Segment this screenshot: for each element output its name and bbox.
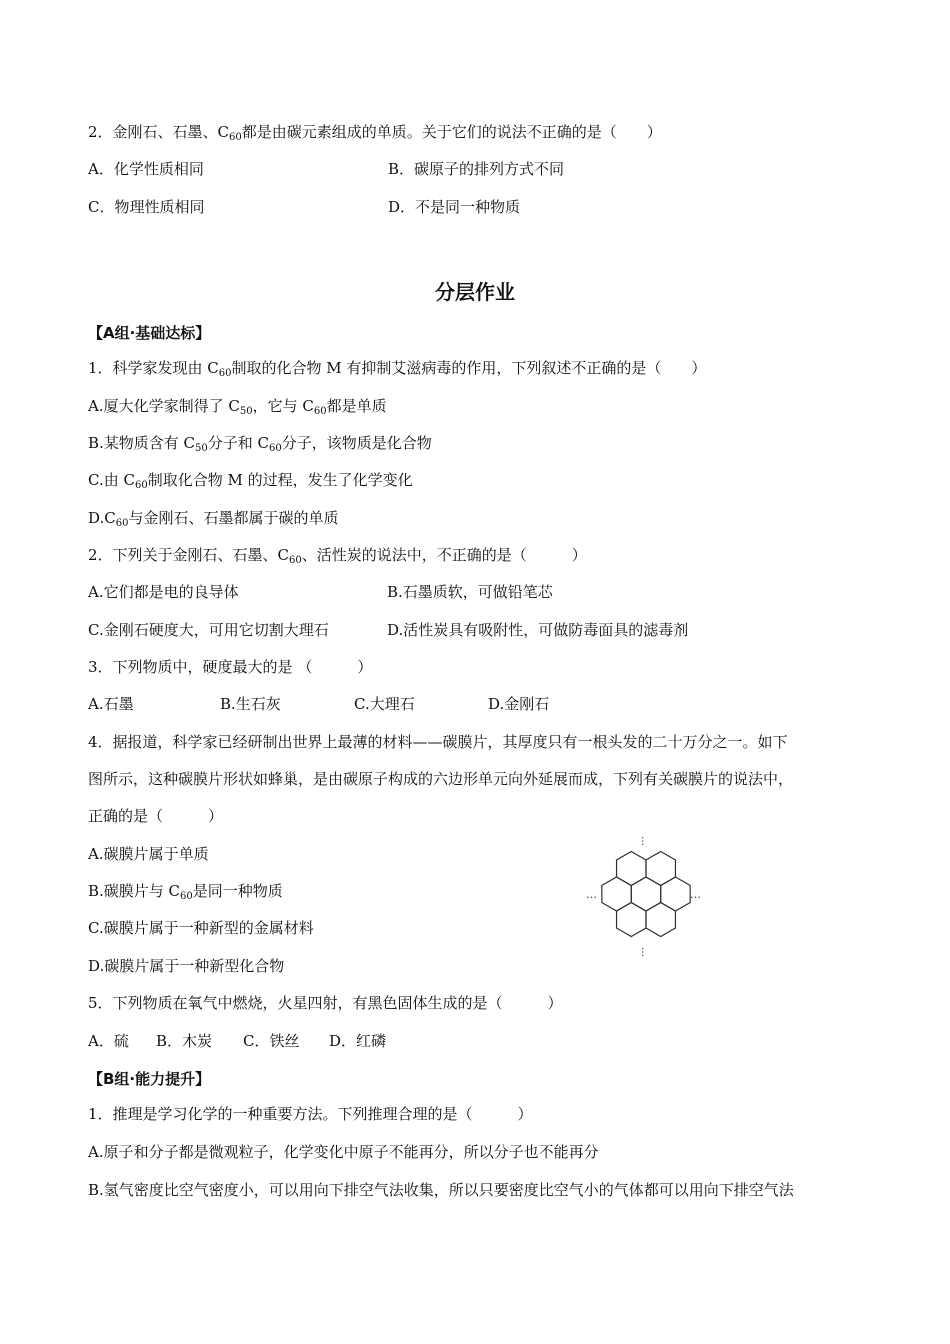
a-q5-option-d: D．红磷 <box>329 1032 387 1050</box>
a-q2-option-a: A.它们都是电的良导体 <box>88 583 239 601</box>
option-text: B.碳膜片与 C <box>88 882 181 900</box>
intro-option-a: A．化学性质相同 <box>88 160 204 178</box>
b-q1-option-a: A.原子和分子都是微观粒子，化学变化中原子不能再分，所以分子也不能再分 <box>88 1143 599 1161</box>
option-text: 制取化合物 M 的过程，发生了化学变化 <box>147 471 413 489</box>
a-q5-option-a: A．硫 <box>88 1032 129 1050</box>
ellipsis-left: … <box>586 888 597 901</box>
a-q5-option-c: C．铁丝 <box>243 1032 300 1050</box>
intro-option-d: D．不是同一种物质 <box>388 198 521 216</box>
ellipsis-bottom: … <box>639 947 650 957</box>
option-text: C.由 C <box>88 471 135 489</box>
a-q3-option-c: C.大理石 <box>354 695 415 713</box>
subscript: 50 <box>239 406 253 417</box>
a-q2-option-b: B.石墨质软，可做铅笔芯 <box>387 583 553 601</box>
a-q1-option-a <box>88 396 387 416</box>
subscript: 60 <box>115 518 129 529</box>
intro-question-stem <box>88 122 662 142</box>
b-q1-option-b: B.氢气密度比空气密度小，可以用向下排空气法收集，所以只要密度比空气小的气体都可以用向下排空气法 <box>88 1181 794 1199</box>
option-text: 是同一种物质 <box>192 882 283 900</box>
intro-option-c: C．物理性质相同 <box>88 198 205 216</box>
stem-text: 制取的化合物 M 有抑制艾滋病毒的作用，下列叙述不正确的是（ ） <box>231 359 707 377</box>
a-q2-option-c: C.金刚石硬度大，可用它切割大理石 <box>88 621 329 639</box>
section-title: 分层作业 <box>435 280 515 304</box>
option-text: ，它与 C <box>252 397 314 415</box>
subscript: 60 <box>218 368 232 379</box>
a-q3-stem: 3．下列物质中，硬度最大的是 （ ） <box>88 658 373 676</box>
subscript: 60 <box>269 443 282 454</box>
subscript: 60 <box>313 406 327 417</box>
option-text: 分子，该物质是化合物 <box>281 434 432 452</box>
hexagon-cell <box>617 903 646 937</box>
a-q5-option-b: B．木炭 <box>156 1032 213 1050</box>
hexagon-cell <box>646 903 675 937</box>
b-q1-stem: 1．推理是学习化学的一种重要方法。下列推理合理的是（ ） <box>88 1105 533 1123</box>
hexagon-cell <box>631 877 660 911</box>
option-text: B.某物质含有 C <box>88 434 196 452</box>
honeycomb-figure <box>580 830 710 960</box>
a-q4-line3: 正确的是（ ） <box>88 807 224 825</box>
hexagon-cell <box>646 852 675 886</box>
subscript: 60 <box>229 132 242 143</box>
stem-text: 2．金刚石、石墨、C <box>88 123 230 141</box>
a-q2-option-d: D.活性炭具有吸附性，可做防毒面具的滤毒剂 <box>387 621 689 639</box>
intro-option-b: B．碳原子的排列方式不同 <box>388 160 565 178</box>
hexagon-cell <box>661 877 690 911</box>
subscript: 60 <box>289 555 302 566</box>
a-q3-option-d: D.金刚石 <box>488 695 550 713</box>
a-q4-option-b <box>88 881 283 901</box>
hexagon-cell <box>617 852 646 886</box>
stem-text: 1．科学家发现由 C <box>88 359 219 377</box>
option-text: 分子和 C <box>207 434 270 452</box>
hexagon-cell <box>602 877 631 911</box>
subscript: 60 <box>180 891 193 902</box>
option-text: A.厦大化学家制得了 C <box>88 397 240 415</box>
option-text: D.C <box>88 509 116 527</box>
a-q3-option-a: A.石墨 <box>88 695 134 713</box>
a-q4-line2: 图所示，这种碳膜片形状如蜂巢，是由碳原子构成的六边形单元向外延展而成，下列有关碳膜片的说法中， <box>88 770 794 788</box>
ellipsis-right: … <box>690 888 701 901</box>
a-q4-option-c: C.碳膜片属于一种新型的金属材料 <box>88 919 314 937</box>
a-q3-option-b: B.生石灰 <box>220 695 281 713</box>
stem-text: 都是由碳元素组成的单质。关于它们的说法不正确的是（ ） <box>241 123 662 141</box>
a-q4-option-a: A.碳膜片属于单质 <box>88 845 209 863</box>
group-b-label: 【B组·能力提升】 <box>88 1070 211 1088</box>
a-q5-stem: 5．下列物质在氧气中燃烧，火星四射，有黑色固体生成的是（ ） <box>88 994 563 1012</box>
a-q4-line1: 4．据报道，科学家已经研制出世界上最薄的材料——碳膜片，其厚度只有一根头发的二十万分之一。如下 <box>88 733 788 751</box>
ellipsis-top: … <box>639 836 650 846</box>
stem-text: 、活性炭的说法中，不正确的是（ ） <box>301 546 587 564</box>
subscript: 60 <box>134 480 148 491</box>
a-q4-option-d: D.碳膜片属于一种新型化合物 <box>88 957 285 975</box>
a-q1-stem <box>88 358 706 378</box>
stem-text: 2．下列关于金刚石、石墨、C <box>88 546 290 564</box>
option-text: 都是单质 <box>326 397 387 415</box>
a-q2-stem <box>88 545 587 565</box>
a-q1-option-d <box>88 508 339 528</box>
a-q1-option-c <box>88 470 413 490</box>
a-q1-option-b <box>88 433 432 453</box>
hexagon-group <box>602 852 690 937</box>
subscript: 50 <box>195 443 208 454</box>
group-a-label: 【A组·基础达标】 <box>88 324 211 342</box>
option-text: 与金刚石、石墨都属于碳的单质 <box>128 509 339 527</box>
